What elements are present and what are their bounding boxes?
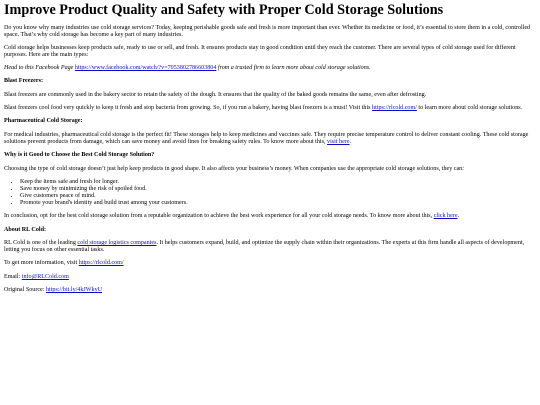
why-heading: Why is it Good to Choose the Best Cold Storage Solution?	[4, 152, 155, 159]
pharmaceutical-text: For medical industries, pharmaceutical cold storage is the perfect fit! These storages help to keep medicines and vaccines safe. They require precise temperature control to deliver constant cooling. These cold storage solutions prevent products from damage, which can save money and avoid fines for breaking safety rules. To know more about this,	[4, 131, 529, 145]
rlcold-link[interactable]: https://rlcold.com/	[372, 105, 417, 112]
visit-here-link[interactable]: visit here	[327, 138, 350, 145]
pharmaceutical-end: .	[349, 138, 352, 145]
list-item: • Promote your brand's identity and build trust among your customers.	[20, 200, 536, 207]
about-heading: About RL Cold:	[4, 226, 46, 233]
click-here-link[interactable]: click here	[433, 213, 458, 220]
facebook-paragraph	[4, 65, 536, 72]
facebook-paragraph-suffix: from a trusted firm to learn more about cold storage solutions.	[216, 65, 371, 72]
list-item: • Save money by minimizing the risk of spoiled food.	[20, 186, 536, 193]
source-line	[4, 287, 536, 294]
pharmaceutical-paragraph	[4, 132, 536, 147]
list-item: • Keep the items safe and fresh for longer.	[20, 179, 536, 186]
about-text-after: . It helps customers expand, build, and optimize the supply chain within their organizations. The experts at this firm handle all aspects of development, letting you focus on other essential tasks.	[4, 239, 525, 254]
facebook-paragraph-prefix: Head to this Facebook Page	[4, 65, 75, 72]
blast-freezers-paragraph-1: Blast freezers are commonly used in the bakery sector to retain the safety of the dough. It ensures that the quality of the baked goods remains the same, even after defrosting.	[4, 91, 427, 98]
pharmaceutical-heading: Pharmaceutical Cold Storage:	[4, 118, 83, 125]
source-link[interactable]: https://bit.ly/4kJWkyU	[45, 287, 103, 294]
facebook-link[interactable]: https://www.facebook.com/watch/?v=7053802786603804	[74, 65, 217, 72]
source-label: Original Source:	[4, 287, 46, 294]
logistics-companies-link[interactable]: cold storage logistics companies	[77, 239, 157, 246]
conclusion-text: In conclusion, opt for the best cold storage solution from a reputable organization to achieve the best work experience for all your cold storage needs. To know more about this,	[4, 213, 434, 220]
types-paragraph: Cold storage helps businesses keep products safe, ready to use or sell, and fresh. It ensures products stay in good condition until they reach the customer. There are several types of cold storage used for different purposes. Here are the main types:	[4, 44, 516, 58]
conclusion-end: .	[457, 213, 460, 220]
blast-freezers-heading: Blast Freezers:	[4, 78, 43, 85]
blast-text-before: Blast freezers cool food very quickly to keep it fresh and stop bacteria from growing. So, if you run a bakery, having blast freezers is a must! Visit this	[4, 105, 373, 112]
email-label: Email:	[4, 273, 22, 280]
blast-freezers-paragraph-2	[4, 105, 536, 112]
email-line	[4, 274, 536, 281]
website-link[interactable]: https://rlcold.com/	[78, 260, 124, 267]
list-item: • Give customers peace of mind.	[20, 193, 536, 200]
more-info-label: To get more information, visit	[4, 260, 79, 267]
why-paragraph: Choosing the type of cold storage doesn’t just help keep products in good shape. It also affects your business’s money. When companies use the appropriate cold storage solutions, they can:	[4, 165, 464, 172]
blast-text-after: to learn more about cold storage solutions.	[416, 105, 523, 112]
more-info-line	[4, 260, 536, 267]
benefits-list	[4, 179, 536, 207]
page-title: Improve Product Quality and Safety with Proper Cold Storage Solutions	[4, 2, 444, 18]
intro-paragraph: Do you know why many industries use cold storage services? Today, keeping perishable goods safe and fresh is more important than ever. Whether its medicine or food, it’s essential to store them in a cold, controlled space. That’s why cold storage has become a key part of many industries.	[4, 25, 531, 39]
conclusion-paragraph	[4, 213, 536, 220]
about-paragraph	[4, 240, 536, 255]
about-text-before: RL Cold is one of the leading	[4, 239, 78, 246]
email-link[interactable]: info@RLCold.com	[21, 273, 69, 280]
